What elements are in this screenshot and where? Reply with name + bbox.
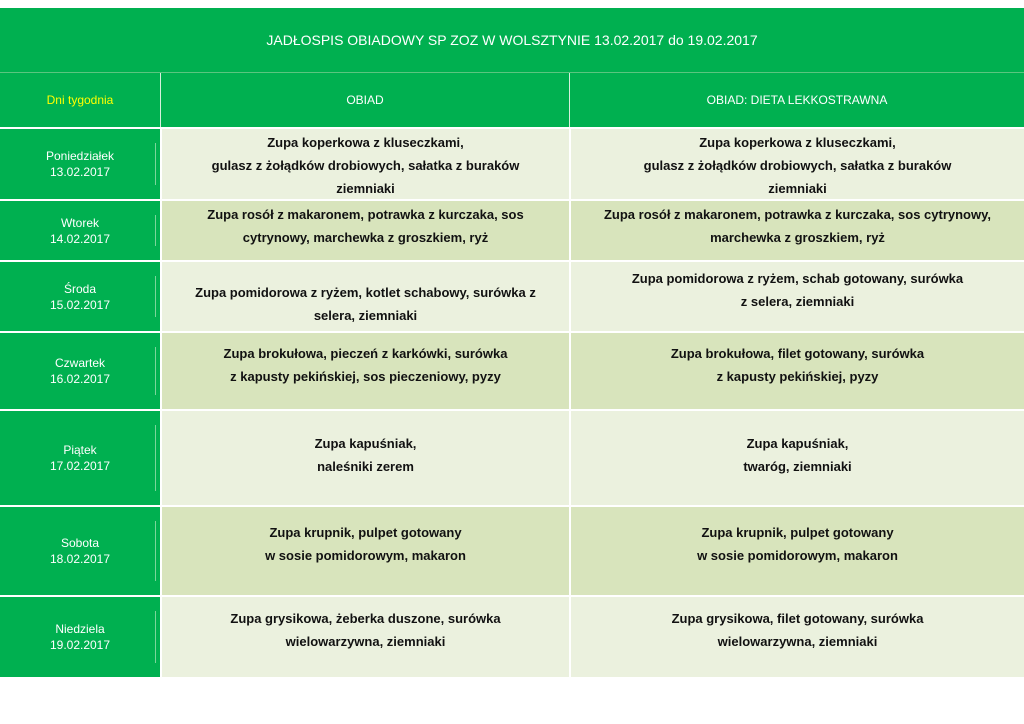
meal-line: Zupa rosół z makaronem, potrawka z kurczaka, sos [207, 207, 524, 222]
meal-line: Zupa krupnik, pulpet gotowany [269, 525, 462, 540]
day-cell [0, 260, 160, 331]
day-date: 19.02.2017 [49, 638, 111, 652]
meal-line: Zupa grysikowa, żeberka duszone, surówka [230, 611, 501, 626]
meal-line: ziemniaki [768, 181, 827, 196]
meal-line: Zupa brokułowa, pieczeń z karkówki, surówka [223, 346, 508, 361]
meal-line: Zupa rosół z makaronem, potrawka z kurczaka, sos cytrynowy, [603, 207, 991, 222]
dieta-cell [569, 595, 1024, 677]
menu-sheet [0, 8, 1024, 677]
day-date: 17.02.2017 [49, 459, 111, 473]
meal-line: selera, ziemniaki [313, 307, 418, 323]
obiad-cell [160, 127, 569, 199]
meal-line: Zupa kapuśniak, [314, 436, 417, 451]
header-obiad: OBIAD [160, 73, 569, 127]
meal-line: gulasz z żołądków drobiowych, sałatka z buraków [643, 158, 952, 173]
table-row [0, 409, 1024, 505]
meal-line: z kapusty pekińskiej, pyzy [716, 369, 879, 384]
day-cell [0, 127, 160, 199]
obiad-cell [160, 409, 569, 505]
meal-line: Zupa krupnik, pulpet gotowany [701, 525, 894, 540]
table-row [0, 199, 1024, 260]
meal-line: wielowarzywna, ziemniaki [285, 634, 446, 649]
dieta-cell [569, 505, 1024, 595]
day-date: 13.02.2017 [49, 165, 111, 179]
meal-line: twaróg, ziemniaki [743, 459, 852, 474]
meal-line: Zupa koperkowa z kluseczkami, [267, 135, 464, 150]
day-name: Sobota [60, 536, 100, 550]
day-name: Niedziela [55, 622, 105, 636]
day-name: Wtorek [60, 215, 99, 230]
table-row [0, 260, 1024, 331]
menu-title: JADŁOSPIS OBIADOWY SP ZOZ W WOLSZTYNIE 13.02.2017 do 19.02.2017 [0, 8, 1024, 73]
meal-line: w sosie pomidorowym, makaron [265, 548, 466, 563]
meal-line: Zupa kapuśniak, [746, 436, 849, 451]
meal-line: w sosie pomidorowym, makaron [697, 548, 898, 563]
table-row [0, 331, 1024, 409]
meal-line: cytrynowy, marchewka z groszkiem, ryż [242, 230, 489, 245]
dieta-cell [569, 127, 1024, 199]
obiad-cell [160, 199, 569, 260]
meal-line: gulasz z żołądków drobiowych, sałatka z buraków [211, 158, 520, 173]
table-row [0, 595, 1024, 677]
table-row [0, 127, 1024, 199]
header-dieta: OBIAD: DIETA LEKKOSTRAWNA [569, 73, 1024, 127]
day-cell [0, 595, 160, 677]
dieta-cell [569, 260, 1024, 331]
meal-line: Zupa pomidorowa z ryżem, kotlet schabowy, surówka z [195, 284, 536, 300]
obiad-cell [160, 595, 569, 677]
day-name: Poniedziałek [45, 149, 115, 163]
meal-line: z selera, ziemniaki [740, 293, 855, 309]
day-cell [0, 199, 160, 260]
meal-line: Zupa grysikowa, filet gotowany, surówka [671, 611, 924, 626]
dieta-cell [569, 199, 1024, 260]
day-date: 18.02.2017 [49, 552, 111, 566]
day-cell [0, 409, 160, 505]
meal-line: ziemniaki [336, 181, 395, 196]
meal-line: z kapusty pekińskiej, sos pieczeniowy, pyzy [230, 369, 501, 384]
meal-line: wielowarzywna, ziemniaki [717, 634, 878, 649]
header-day: Dni tygodnia [0, 73, 160, 127]
day-name: Czwartek [54, 356, 105, 370]
day-date: 14.02.2017 [49, 231, 111, 246]
dieta-cell [569, 409, 1024, 505]
meal-line: Zupa koperkowa z kluseczkami, [699, 135, 896, 150]
obiad-cell [160, 260, 569, 331]
obiad-cell [160, 331, 569, 409]
header-row [0, 73, 1024, 127]
meal-line: naleśniki zerem [317, 459, 414, 474]
dieta-cell [569, 331, 1024, 409]
meal-line: marchewka z groszkiem, ryż [710, 230, 885, 245]
day-date: 15.02.2017 [49, 297, 111, 312]
obiad-cell [160, 505, 569, 595]
day-name: Środa [63, 281, 97, 296]
day-cell [0, 505, 160, 595]
meal-line: Zupa pomidorowa z ryżem, schab gotowany, surówka [631, 270, 964, 286]
day-name: Piątek [63, 443, 97, 457]
day-cell [0, 331, 160, 409]
meal-line: Zupa brokułowa, filet gotowany, surówka [670, 346, 925, 361]
day-date: 16.02.2017 [49, 372, 111, 386]
table-row [0, 505, 1024, 595]
